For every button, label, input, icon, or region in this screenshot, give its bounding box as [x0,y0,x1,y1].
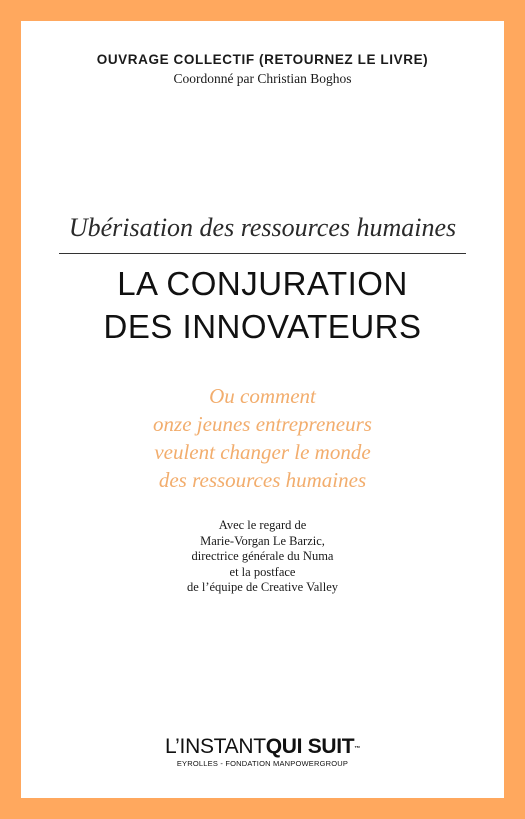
trademark-mark: ™ [354,746,361,752]
logo-text-bold: QUI SUIT [265,735,355,758]
subtitle-line-2: onze jeunes entrepreneurs [153,412,372,436]
credits-line-5: de l’équipe de Creative Valley [186,580,339,594]
publisher-name: EYROLLES - FONDATION MANPOWERGROUP [176,759,349,768]
book-cover [21,21,504,798]
title-line-1: LA CONJURATION [117,265,408,302]
credits-line-3: directrice générale du Numa [191,549,334,563]
collection-label: OUVRAGE COLLECTIF (RETOURNEZ LE LIVRE) [96,52,429,67]
subtitle-line-4: des ressources humaines [158,468,367,492]
title-line-2: DES INNOVATEURS [103,308,422,345]
publisher-block [21,736,504,768]
supertitle: Ubérisation des ressources humaines [68,213,457,242]
credits [21,518,504,596]
credits-line-1: Avec le regard de [218,518,307,532]
logo-text-light: L’INSTANT [164,735,266,758]
book-subtitle [21,382,504,494]
title-divider [59,253,466,254]
publisher-logo [165,736,360,758]
coordinator-label: Coordonné par Christian Boghos [173,71,352,86]
subtitle-line-3: veulent changer le monde [154,440,371,464]
book-title [21,262,504,348]
subtitle-line-1: Ou comment [209,384,316,408]
credits-line-2: Marie-Vorgan Le Barzic, [200,533,325,548]
credits-line-4: et la postface [229,564,296,579]
